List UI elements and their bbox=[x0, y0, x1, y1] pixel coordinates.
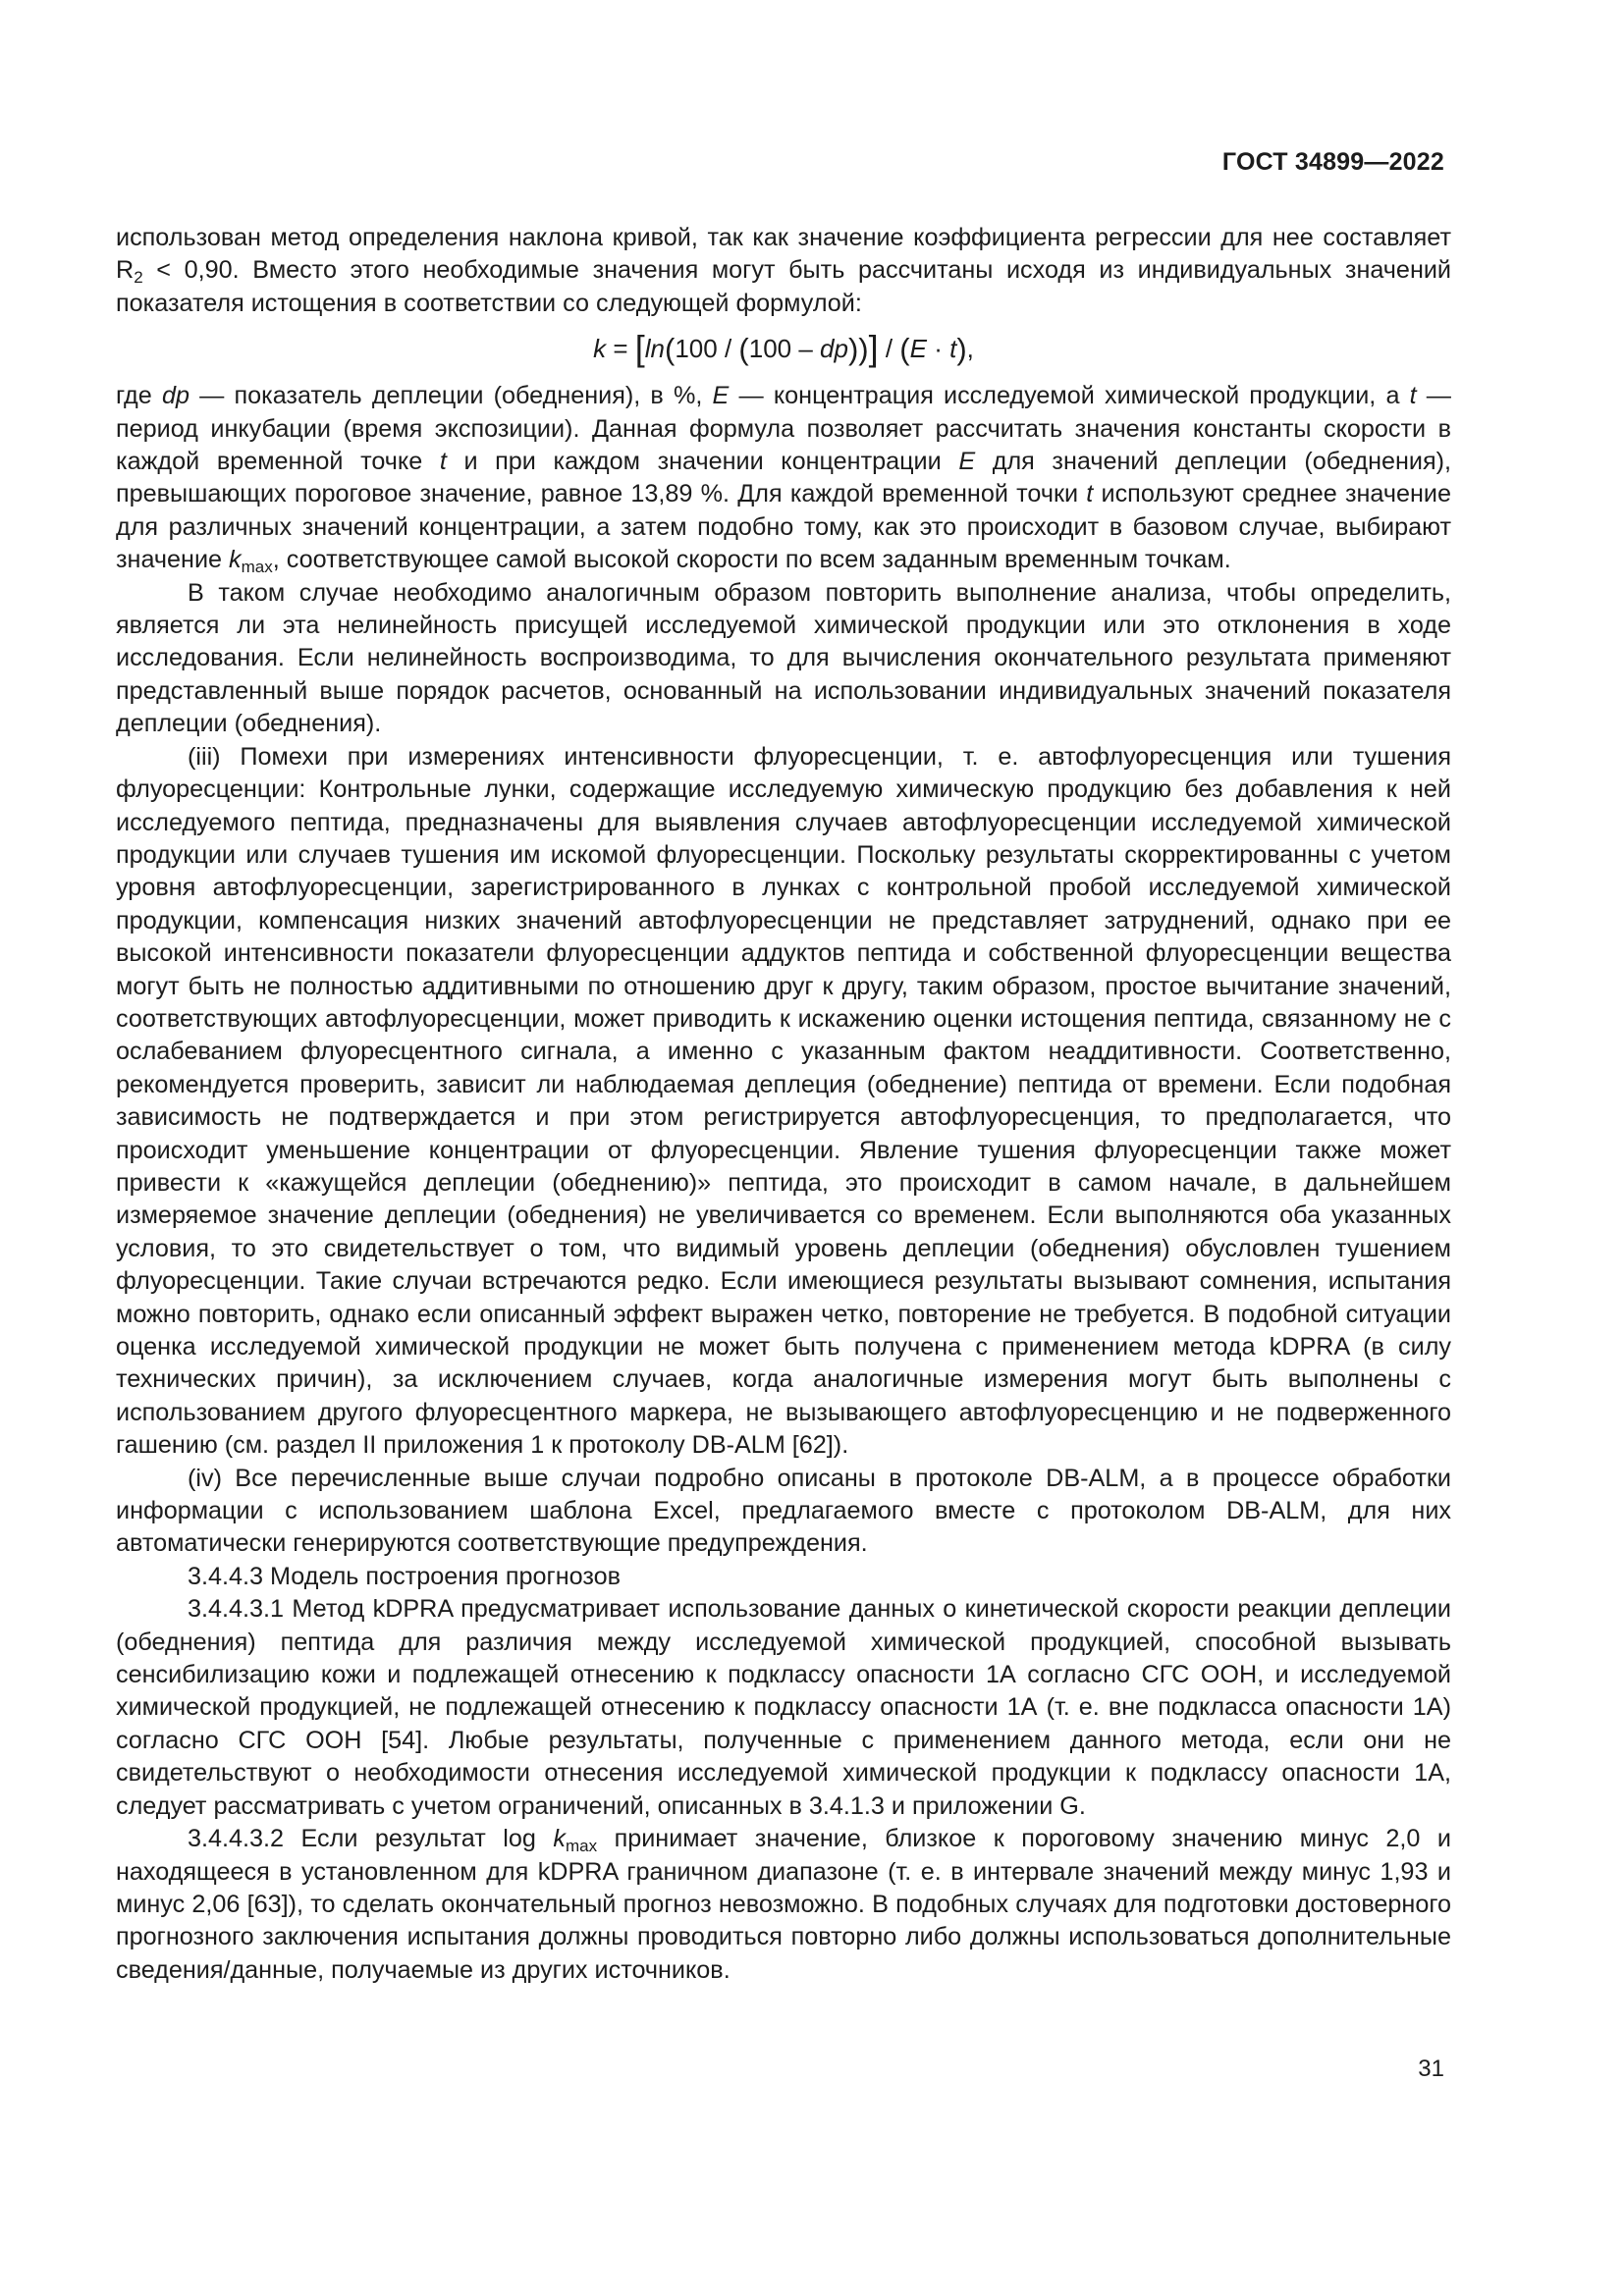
formula-paren: )) bbox=[847, 332, 869, 367]
section-heading-3-4-4-3: 3.4.4.3 Модель построения прогнозов bbox=[188, 1562, 621, 1590]
var-E: E bbox=[712, 382, 730, 410]
subscript-max: max bbox=[241, 558, 273, 577]
paragraph-formula-legend bbox=[116, 380, 1451, 576]
document-code: ГОСТ 34899—2022 bbox=[1221, 148, 1444, 176]
paragraph-db-alm-cases: (iv) Все перечисленные выше случаи подробно описаны в протоколе DB-ALM, а в процессе обработки информации с использованием шаблона Excel, предлагаемого вместе с протоколом DB-ALM, для них автоматически генерируются соответствующие предупреждения. bbox=[116, 1464, 1451, 1558]
page-number: 31 bbox=[1418, 2056, 1444, 2082]
formula-close-bracket: ] bbox=[868, 328, 879, 369]
formula-paren: ( bbox=[665, 332, 676, 367]
formula-dp: dp bbox=[820, 334, 848, 364]
formula-k: k bbox=[593, 334, 607, 364]
formula-hundred: 100 / bbox=[675, 334, 739, 364]
text-run: принимает значение, близкое к пороговому значению минус 2,0 и находящееся в установленном для kDPRA граничном диапазоне (т. е. в интервале значений между минус 1,93 и минус 2,06 [63]), то сделать окончательный прогноз невозможно. В подобных случаях для подготовки достоверного прогнозного заключения испытания должны проводиться повторно либо должны использоваться дополнительные сведения/данные, получаемые из других источников. bbox=[116, 1825, 1451, 1984]
text-run: 3.4.4.3.2 Если результат log bbox=[188, 1825, 554, 1853]
formula-paren: ( bbox=[738, 332, 749, 367]
paragraph-repeat-analysis: В таком случае необходимо аналогичным образом повторить выполнение анализа, чтобы определить, является ли эта нелинейность присущей исследуемой химической продукции или это отклонения в ходе исследования. Если нелинейность воспроизводима, то для вычисления окончательного результата применяют представленный выше порядок расчетов, основанный на использовании индивидуальных значений показателя деплеции (обеднения). bbox=[116, 578, 1451, 738]
var-t: t bbox=[1086, 480, 1094, 508]
var-E: E bbox=[958, 448, 976, 476]
text-run: — концентрация исследуемой химической продукции, а bbox=[729, 382, 1410, 410]
formula-tail: , bbox=[966, 334, 974, 364]
var-t: t bbox=[439, 448, 447, 476]
formula-equals: = bbox=[606, 334, 635, 364]
text-run: где bbox=[116, 382, 162, 410]
rate-constant-formula bbox=[116, 327, 1451, 371]
subscript-max: max bbox=[565, 1837, 598, 1856]
subscript: 2 bbox=[134, 268, 143, 288]
var-k: k bbox=[553, 1825, 566, 1853]
var-dp: dp bbox=[161, 382, 189, 410]
formula-paren: ( bbox=[899, 332, 910, 367]
text-run: < 0,90. Вместо этого необходимые значения могут быть рассчитаны исходя из индивидуальных значений показателя истощения в соответствии со следующей формулой: bbox=[116, 256, 1451, 317]
formula-open-bracket: [ bbox=[634, 328, 645, 369]
paragraph-regression-note bbox=[116, 222, 1451, 320]
page-body bbox=[116, 222, 1451, 1987]
formula-divide: / bbox=[878, 334, 900, 364]
text-run: , соответствующее самой высокой скорости по всем заданным временным точкам. bbox=[272, 546, 1231, 574]
formula-E: E bbox=[909, 334, 927, 364]
var-t: t bbox=[1409, 382, 1417, 410]
text-run: и при каждом значении концентрации bbox=[446, 448, 959, 476]
paragraph-3-4-4-3-2 bbox=[116, 1823, 1451, 1987]
text-run: использован метод определения наклона кривой, так как значение коэффициента регрессии для нее составляет R bbox=[116, 224, 1451, 285]
formula-t: t bbox=[949, 334, 957, 364]
paragraph-fluorescence-interference: (iii) Помехи при измерениях интенсивности флуоресценции, т. е. автофлуоресценция или тушения флуоресценции: Контрольные лунки, содержащие исследуемую химическую продукцию без добавления к ней исследуемого пептида, предназначены для выявления случаев автофлуоресценции исследуемой химической продукции или случаев тушения им искомой флуоресценции. Поскольку результаты скорректированны с учетом уровня автофлуоресценции, зарегистрированного в лунках с контрольной пробой исследуемой химической продукции, компенсация низких значений автофлуоресценции не представляет затруднений, однако при ее высокой интенсивности показатели флуоресценции аддуктов пептида и собственной флуоресценции вещества могут быть не полностью аддитивными по отношению друг к другу, таким образом, простое вычитание значений, соответствующих автофлуоресценции, может приводить к искажению оценки истощения пептида, связанному не с ослабеванием флуоресцентного сигнала, а именно с указанным фактом неаддитивности. Соответственно, рекомендуется проверить, зависит ли наблюдаемая деплеция (обеднение) пептида от времени. Если подобная зависимость не подтверждается и при этом регистрируется автофлуоресценция, то предполагается, что происходит уменьшение концентрации от флуоресценции. Явление тушения флуоресценции также может привести к «кажущейся деплеции (обеднению)» пептида, это происходит в самом начале, в дальнейшем измеряемое значение деплеции (обеднения) не увеличивается со временем. Если выполняются оба указанных условия, то это свидетельствует о том, что видимый уровень деплеции (обеднения) обусловлен тушением флуоресценции. Такие случаи встречаются редко. Если имеющиеся результаты вызывают сомнения, испытания можно повторить, однако если описанный эффект выражен четко, повторение не требуется. В подобной ситуации оценка исследуемой химической продукции не может быть получена с применением метода kDPRA (в силу технических причин), за исключением случаев, когда аналогичные измерения могут быть выполнены с использованием другого флуоресцентного маркера, не вызывающего автофлуоресценцию и не подверженного гашению (см. раздел II приложения 1 к протоколу DB-ALM [62]). bbox=[116, 742, 1451, 1460]
formula-paren: ) bbox=[956, 332, 967, 367]
formula-hundred-minus: 100 – bbox=[748, 334, 821, 364]
text-run: — показатель деплеции (обеднения), в %, bbox=[189, 382, 713, 410]
paragraph-3-4-4-3-1: 3.4.4.3.1 Метод kDPRA предусматривает использование данных о кинетической скорости реакции деплеции (обеднения) пептида для различия между исследуемой химической продукцией, способной вызывать сенсибилизацию кожи и подлежащей отнесению к подклассу опасности 1А согласно СГС ООН, и исследуемой химической продукцией, не подлежащей отнесению к подклассу опасности 1А (т. е. вне подкласса опасности 1А) согласно СГС ООН [54]. Любые результаты, полученные с применением данного метода, если они не свидетельствуют о необходимости отнесения исследуемой химической продукции к подклассу опасности 1А, следует рассматривать с учетом ограничений, описанных в 3.4.1.3 и приложении G. bbox=[116, 1595, 1451, 1820]
text-run: используют среднее значение для различных значений концентрации, а затем подобно тому, как это происходит в базовом случае, выбирают значение bbox=[116, 480, 1451, 574]
formula-dot: · bbox=[926, 334, 950, 364]
text-run: для значений деплеции (обеднения), превышающих пороговое значение, равное 13,89 %. Для каждой временной точки bbox=[116, 448, 1451, 508]
text-run: — период инкубации (время экспозиции). Данная формула позволяет рассчитать значения константы скорости в каждой временной точке bbox=[116, 382, 1451, 476]
var-k: k bbox=[229, 546, 242, 574]
formula-ln: ln bbox=[644, 334, 666, 364]
